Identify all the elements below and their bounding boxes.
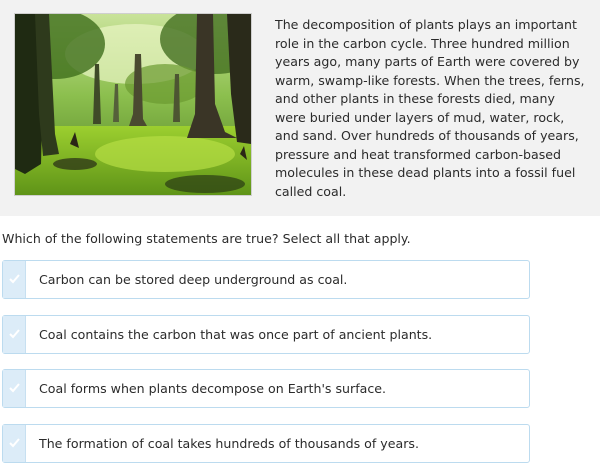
- checkmark-icon: [9, 438, 20, 448]
- question-prompt: Which of the following statements are true? Select all that apply.: [2, 231, 411, 246]
- checkmark-icon: [9, 383, 20, 393]
- choice-checkbox[interactable]: [3, 316, 26, 353]
- choice-label: Carbon can be stored deep underground as coal.: [39, 272, 348, 287]
- checkmark-icon: [9, 274, 20, 284]
- answer-choice-1[interactable]: [2, 260, 530, 299]
- choice-label: The formation of coal takes hundreds of thousands of years.: [39, 436, 419, 451]
- answer-choice-4[interactable]: [2, 424, 530, 463]
- choice-checkbox[interactable]: [3, 370, 26, 407]
- answer-choice-2[interactable]: [2, 315, 530, 354]
- passage-text: The decomposition of plants plays an important role in the carbon cycle. Three hundred million years ago, many parts of Earth were covered by warm, swamp-like forests. When the trees, ferns, and other plants in these forests died, many were buried under layers of mud, water, rock, and sand. Over hundreds of thousands of years, pressure and heat transformed carbon-based molecules in these dead plants into a fossil fuel called coal.: [275, 17, 585, 199]
- cypress-swamp-image: [15, 14, 251, 195]
- swamp-forest-photo: [14, 13, 252, 196]
- choice-checkbox[interactable]: [3, 261, 26, 298]
- choice-label: Coal forms when plants decompose on Earth's surface.: [39, 381, 387, 396]
- choice-label: Coal contains the carbon that was once part of ancient plants.: [39, 327, 433, 342]
- passage-panel: [0, 0, 600, 216]
- checkmark-icon: [9, 329, 20, 339]
- answer-choice-3[interactable]: [2, 369, 530, 408]
- choice-checkbox[interactable]: [3, 425, 26, 462]
